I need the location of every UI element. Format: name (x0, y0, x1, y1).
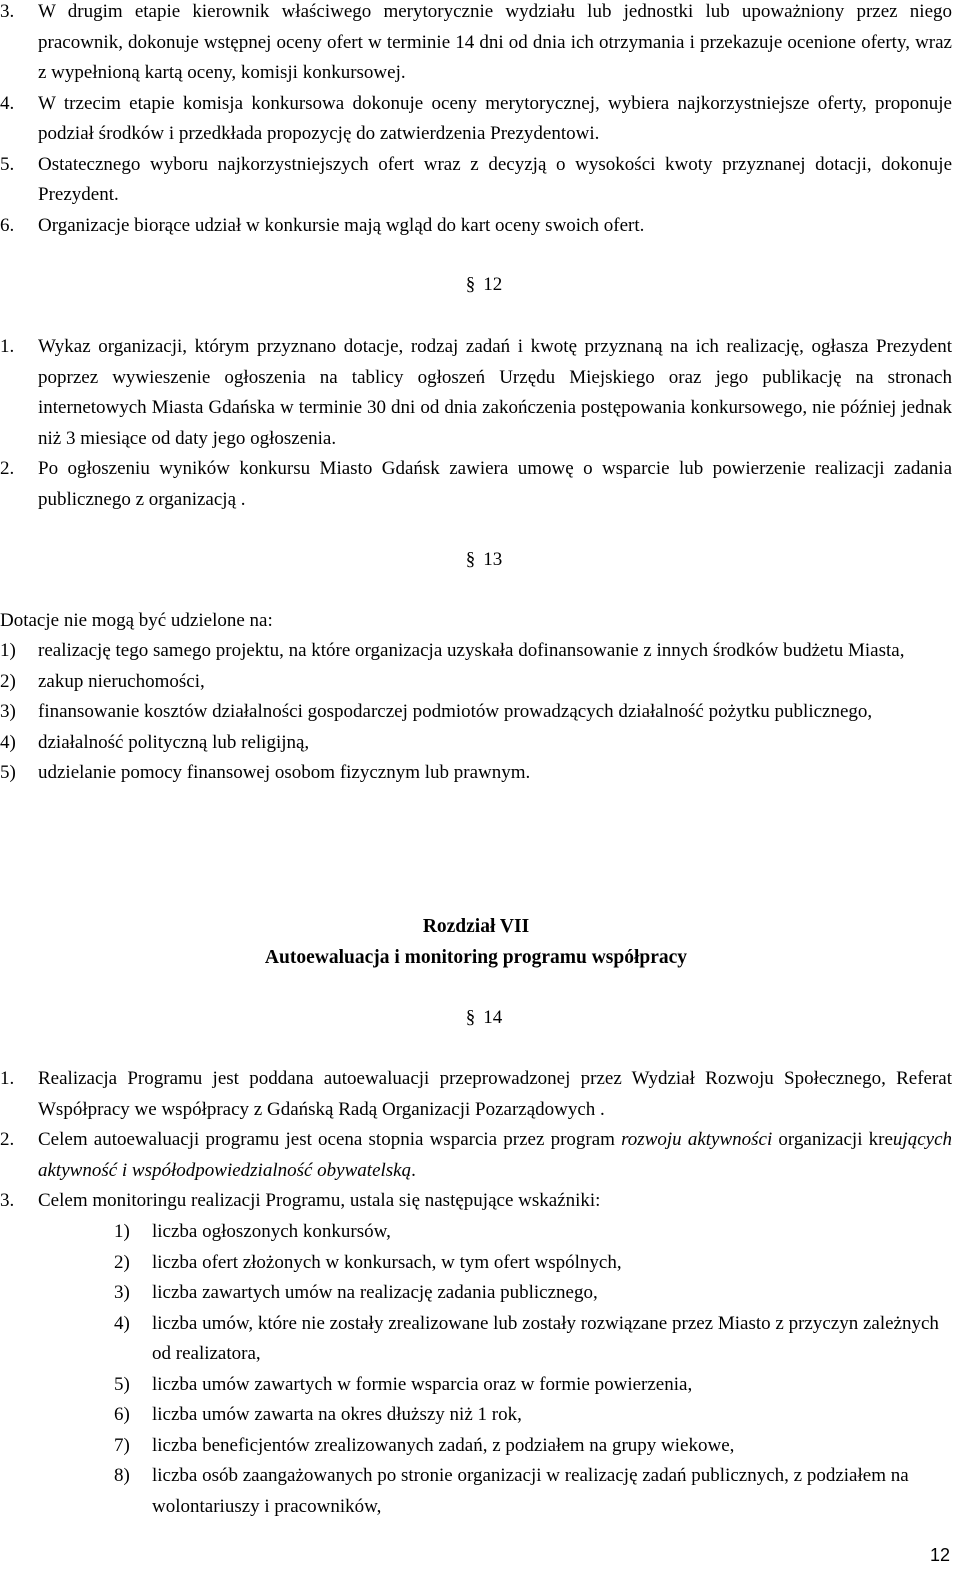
list-item (0, 636, 960, 667)
item-number: 1. (0, 1068, 15, 1089)
section-number: 13 (483, 549, 503, 570)
indicator-item (114, 1278, 954, 1309)
item-number: 1. (0, 336, 15, 357)
section-number: 12 (483, 274, 503, 295)
indicator-number: 8) (114, 1465, 130, 1486)
list-item (0, 150, 960, 211)
list-item (0, 1125, 960, 1186)
list-item (0, 0, 960, 89)
list-item (0, 89, 960, 150)
list-item (0, 697, 960, 728)
item-number: 2. (0, 1129, 15, 1150)
indicator-item (114, 1400, 954, 1431)
item-text: zakup nieruchomości, (38, 670, 205, 692)
item-text: realizację tego samego projektu, na które organizacja uzyskała dofinansowanie z innych środków budżetu Miasta, (38, 640, 905, 661)
list-c (0, 636, 960, 789)
item-text: Wykaz organizacji, którym przyznano dotacje, rodzaj zadań i kwotę przyznaną na ich realizację, ogłasza Prezydent poprzez wywieszenie ogłoszenia na tablicy ogłoszeń Urzędu Miejskiego oraz jego publikację na stronach internetowych Miasta Gdańska w terminie 30 dni od dnia zakończenia postępowania konkursowego, nie później jednak niż 3 miesiące od daty jego ogłoszenia. (38, 336, 952, 449)
item-text: Organizacje biorące udział w konkursie mają wgląd do kart oceny swoich ofert. (38, 214, 645, 236)
item-text-italic-2: ujących aktywność i współodpowiedzialność obywatelską (38, 1129, 952, 1181)
indicator-number: 1) (114, 1221, 130, 1242)
list-item (0, 758, 960, 789)
item-text: Celem monitoringu realizacji Programu, ustala się następujące wskaźniki: (38, 1190, 601, 1211)
list-item (0, 667, 960, 698)
indicator-number: 4) (114, 1312, 130, 1334)
list-b (0, 332, 960, 515)
section-number: 14 (483, 1007, 503, 1028)
list-item (0, 211, 960, 242)
item-text: działalność polityczną lub religijną, (38, 731, 310, 753)
indicator-text: liczba umów zawartych w formie wsparcia oraz w formie powierzenia, (152, 1373, 693, 1395)
item-text-plain-2: organizacji kre (772, 1129, 893, 1150)
list-a (0, 0, 960, 241)
indicator-text: liczba umów zawarta na okres dłuższy niż 1 rok, (152, 1404, 522, 1425)
list-item (0, 454, 960, 515)
indicators-list (114, 1217, 954, 1522)
item-number: 1) (0, 640, 16, 661)
indicator-item (114, 1431, 954, 1462)
item-number: 2. (0, 458, 15, 479)
page-number: 12 (929, 1545, 950, 1565)
indicator-item (114, 1370, 954, 1401)
section-symbol: § (465, 1007, 476, 1028)
section-13-lead: Dotacje nie mogą być udzielone na: (0, 610, 273, 631)
indicator-number: 3) (114, 1282, 130, 1303)
indicator-item (114, 1248, 954, 1279)
list-item (0, 1064, 960, 1125)
item-text: udzielanie pomocy finansowej osobom fizycznym lub prawnym. (38, 762, 531, 783)
indicator-number: 5) (114, 1373, 130, 1395)
item-text-plain-3: . (411, 1159, 416, 1181)
chapter-title: Autoewaluacja i monitoring programu współpracy (264, 947, 688, 968)
item-number: 6. (0, 214, 15, 236)
item-text: Realizacja Programu jest poddana autoewaluacji przeprowadzonej przez Wydział Rozwoju Społecznego, Referat Współpracy we współpracy z Gdańską Radą Organizacji Pozarządowych . (38, 1068, 952, 1120)
item-number: 3. (0, 1, 15, 22)
indicator-text: liczba osób zaangażowanych po stronie organizacji w realizację zadań publicznych, z podziałem na wolontariuszy i pracowników, (152, 1465, 909, 1517)
indicator-item (114, 1217, 954, 1248)
item-number: 3) (0, 701, 16, 722)
section-symbol: § (465, 274, 476, 295)
item-text: finansowanie kosztów działalności gospodarczej podmiotów prowadzących działalność pożytku publicznego, (38, 701, 873, 722)
indicator-text: liczba ogłoszonych konkursów, (152, 1221, 391, 1242)
list-item (0, 1186, 960, 1217)
item-number: 5) (0, 762, 16, 783)
section-heading-12 (0, 270, 960, 300)
item-text-plain: Celem autoewaluacji programu jest ocena stopnia wsparcia przez program (38, 1129, 622, 1150)
section-symbol: § (465, 549, 476, 570)
item-number: 2) (0, 670, 16, 692)
item-text: Po ogłoszeniu wyników konkursu Miasto Gdańsk zawiera umowę o wsparcie lub powierzenie realizacji zadania publicznego z organizacją . (38, 458, 952, 510)
indicator-number: 7) (114, 1434, 130, 1456)
item-number: 3. (0, 1190, 15, 1211)
list-item (0, 332, 960, 454)
item-text: W trzecim etapie komisja konkursowa dokonuje oceny merytorycznej, wybiera najkorzystniejsze oferty, proponuje podział środków i przedkłada propozycję do zatwierdzenia Prezydentowi. (38, 92, 952, 144)
item-number: 5. (0, 153, 15, 175)
item-number: 4) (0, 731, 16, 753)
chapter-number: Rozdział VII (422, 916, 530, 937)
item-text: W drugim etapie kierownik właściwego merytorycznie wydziału lub jednostki lub upoważniony przez niego pracownik, dokonuje wstępnej oceny ofert w terminie 14 dni od dnia ich otrzymania i przekazuje ocenione oferty, wraz z wypełnioną kartą oceny, komisji konkursowej. (38, 1, 952, 83)
indicator-number: 2) (114, 1251, 130, 1273)
list-item (0, 728, 960, 759)
item-text: Ostatecznego wyboru najkorzystniejszych ofert wraz z decyzją o wysokości kwoty przyznanej dotacji, dokonuje Prezydent. (38, 153, 952, 205)
indicator-item (114, 1309, 954, 1370)
indicator-item (114, 1461, 954, 1522)
indicator-text: liczba zawartych umów na realizację zadania publicznego, (152, 1282, 598, 1303)
item-text-italic: rozwoju aktywności (621, 1129, 773, 1150)
list-d (0, 1064, 960, 1217)
item-number: 4. (0, 92, 15, 114)
indicator-number: 6) (114, 1404, 130, 1425)
section-heading-14 (0, 1003, 960, 1033)
section-heading-13 (0, 545, 960, 575)
indicator-text: liczba beneficjentów zrealizowanych zadań, z podziałem na grupy wiekowe, (152, 1434, 735, 1456)
indicator-text: liczba ofert złożonych w konkursach, w tym ofert wspólnych, (152, 1251, 622, 1273)
indicator-text: liczba umów, które nie zostały zrealizowane lub zostały rozwiązane przez Miasto z przyczyn zależnych od realizatora, (152, 1312, 939, 1364)
